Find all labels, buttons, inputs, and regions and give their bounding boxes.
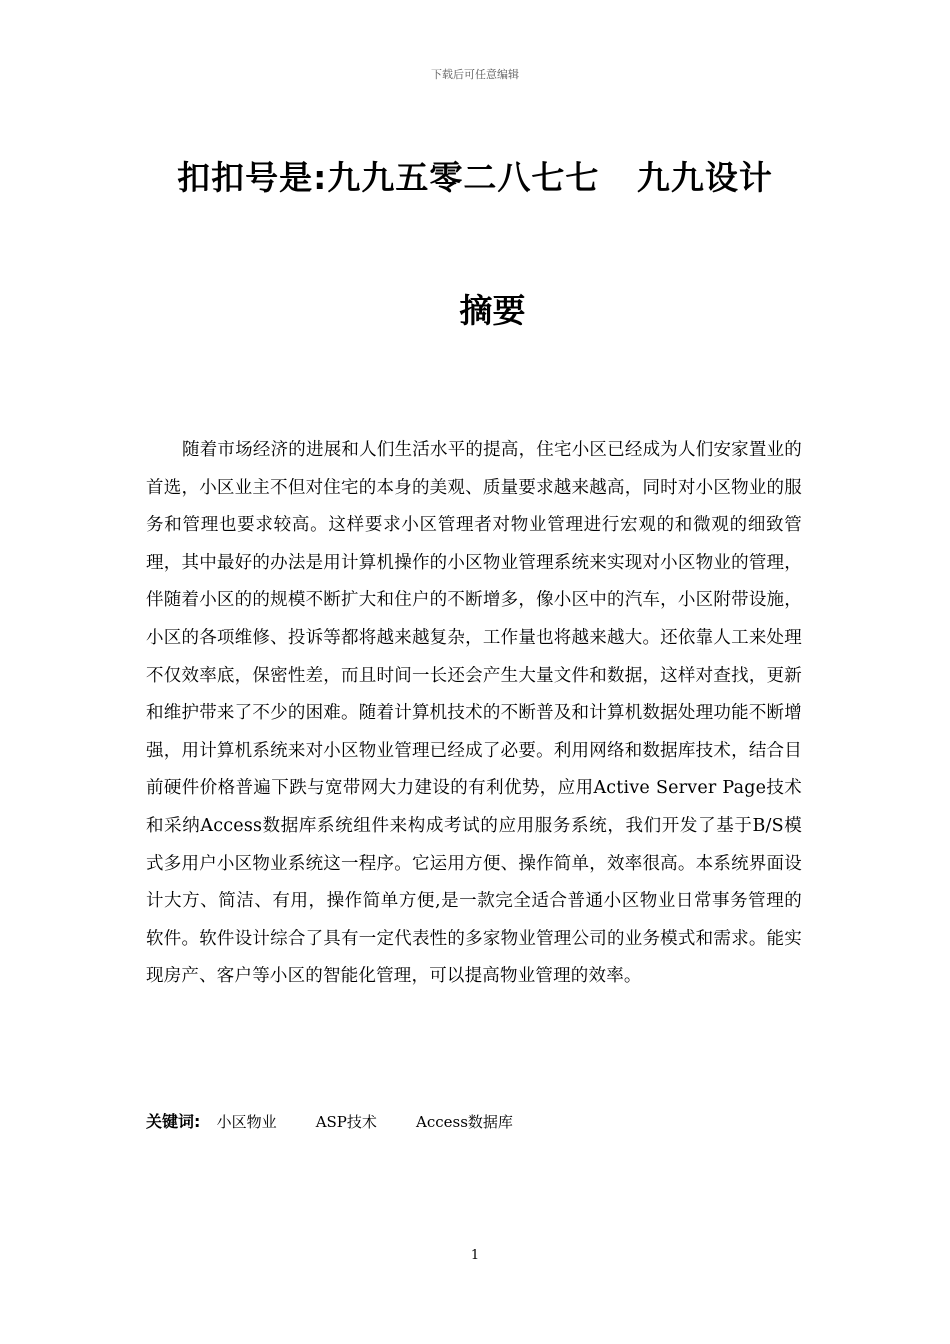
abstract-heading: 摘要 <box>459 291 526 330</box>
keyword-item: Access数据库 <box>416 1113 513 1131</box>
page-number: 1 <box>470 1248 480 1263</box>
keywords-label: 关键词: <box>146 1112 201 1131</box>
keyword-item: 小区物业 <box>216 1113 277 1131</box>
document-title: 扣扣号是:九九五零二八七七 九九设计 <box>177 158 773 197</box>
abstract-paragraph: 随着市场经济的进展和人们生活水平的提高，住宅小区已经成为人们安家置业的首选，小区业主不但对住宅的本身的美观、质量要求越来越高，同时对小区物业的服务和管理也要求较高。这样要求小区管理者对物业管理进行宏观的和微观的细致管理，其中最好的办法是用计算机操作的小区物业管理系统来实现对小区物业的管理，伴随着小区的的规模不断扩大和住户的不断增多，像小区中的汽车，小区附带设施，小区的各项维修、投诉等都将越来越复杂，工作量也将越来越大。还依靠人工来处理不仅效率底，保密性差，而且时间一长还会产生大量文件和数据，这样对查找，更新和维护带来了不少的困难。随着计算机技术的不断普及和计算机数据处理功能不断增强，用计算机系统来对小区物业管理已经成了必要。利用网络和数据库技术，结合目前硬件价格普遍下跌与宽带网大力建设的有利优势，应用Active Server Page技术和采纳Access数据库系统组件来构成考试的应用服务系统，我们开发了基于B/S模式多用户小区物业系统这一程序。它运用方便、操作简单，效率很高。本系统界面设计大方、简洁、有用，操作简单方便,是一款完全适合普通小区物业日常事务管理的软件。软件设计综合了具有一定代表性的多家物业管理公司的业务模式和需求。能实现房产、客户等小区的智能化管理，可以提高物业管理的效率。 <box>146 440 802 987</box>
keyword-item: ASP技术 <box>315 1113 377 1131</box>
header-note: 下载后可任意编辑 <box>431 68 519 81</box>
keywords-line <box>146 1109 513 1132</box>
